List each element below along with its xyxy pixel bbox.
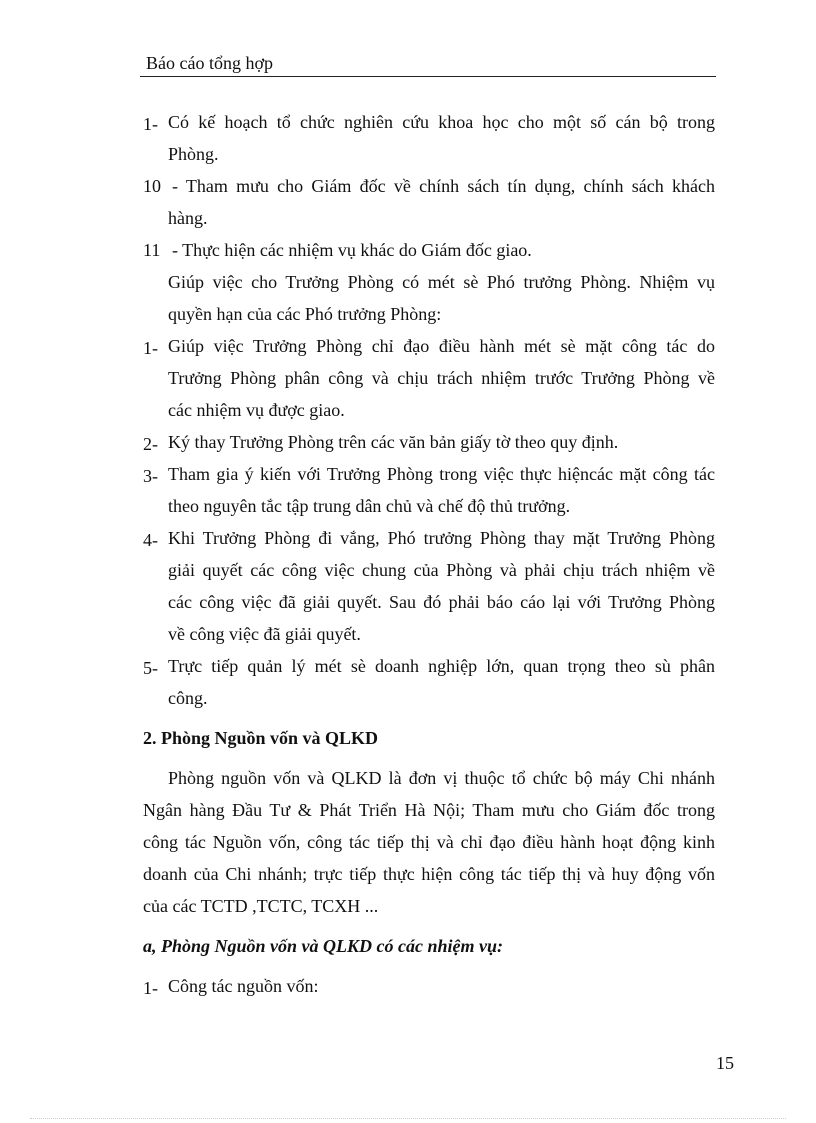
item-line: các công việc đã giải quyết. Sau đó phải báo cáo lại với Trưởng Phòng — [168, 592, 715, 612]
item-line: Công tác nguồn vốn: — [168, 976, 319, 996]
item-marker: 11 — [143, 240, 161, 260]
item-marker: 10 — [143, 176, 161, 196]
paragraph-line: Ngân hàng Đầu Tư & Phát Triển Hà Nội; Tham mưu cho Giám đốc trong — [143, 800, 715, 820]
paragraph-line: của các TCTD ,TCTC, TCXH ... — [143, 896, 379, 916]
item-marker: 3- — [143, 466, 158, 486]
item-line: về công việc đã giải quyết. — [168, 624, 361, 644]
item-line: Tham gia ý kiến với Trưởng Phòng trong việc thực hiệncác mặt công tác — [168, 464, 715, 484]
item-marker: 1- — [143, 338, 158, 358]
paragraph-line: quyền hạn của các Phó trưởng Phòng: — [168, 304, 442, 324]
item-line: Phòng. — [168, 144, 219, 164]
item-line: Ký thay Trưởng Phòng trên các văn bản giấy tờ theo quy định. — [168, 432, 619, 452]
item-line: Có kế hoạch tổ chức nghiên cứu khoa học cho một số cán bộ trong — [168, 112, 715, 132]
item-line: các nhiệm vụ được giao. — [168, 400, 345, 420]
item-line: công. — [168, 688, 208, 708]
item-line: theo nguyên tắc tập trung dân chủ và chế độ thủ trưởng. — [168, 496, 571, 516]
paragraph-line: Phòng nguồn vốn và QLKD là đơn vị thuộc tổ chức bộ máy Chi nhánh — [168, 768, 715, 788]
item-line: hàng. — [168, 208, 208, 228]
item-line: - Tham mưu cho Giám đốc về chính sách tín dụng, chính sách khách — [172, 176, 715, 196]
page-edge-divider — [30, 1118, 786, 1119]
paragraph-line: doanh của Chi nhánh; trực tiếp thực hiện công tác tiếp thị và huy động vốn — [143, 864, 715, 884]
header-rule — [140, 76, 716, 77]
header-title: Báo cáo tổng hợp — [146, 53, 273, 73]
section-heading: 2. Phòng Nguồn vốn và QLKD — [143, 728, 379, 748]
paragraph-line: công tác Nguồn vốn, công tác tiếp thị và chỉ đạo điều hành hoạt động kinh — [143, 832, 715, 852]
item-line: Trực tiếp quản lý mét sè doanh nghiệp lớn, quan trọng theo sù phân — [168, 656, 715, 676]
item-marker: 1- — [143, 978, 158, 998]
item-marker: 2- — [143, 434, 158, 454]
item-line: Trưởng Phòng phân công và chịu trách nhiệm trước Trưởng Phòng về — [168, 368, 715, 388]
item-marker: 4- — [143, 530, 158, 550]
item-line: - Thực hiện các nhiệm vụ khác do Giám đốc giao. — [172, 240, 532, 260]
item-line: giải quyết các công việc chung của Phòng và phải chịu trách nhiệm về — [168, 560, 715, 580]
subsection-heading: a, Phòng Nguồn vốn và QLKD có các nhiệm vụ: — [143, 936, 503, 956]
page-number: 15 — [716, 1053, 734, 1073]
item-marker: 5- — [143, 658, 158, 678]
item-line: Khi Trưởng Phòng đi vắng, Phó trưởng Phòng thay mặt Trưởng Phòng — [168, 528, 715, 548]
paragraph-line: Giúp việc cho Trưởng Phòng có mét sè Phó trưởng Phòng. Nhiệm vụ — [168, 272, 715, 292]
item-line: Giúp việc Trưởng Phòng chỉ đạo điều hành mét sè mặt công tác do — [168, 336, 715, 356]
item-marker: 1- — [143, 114, 158, 134]
